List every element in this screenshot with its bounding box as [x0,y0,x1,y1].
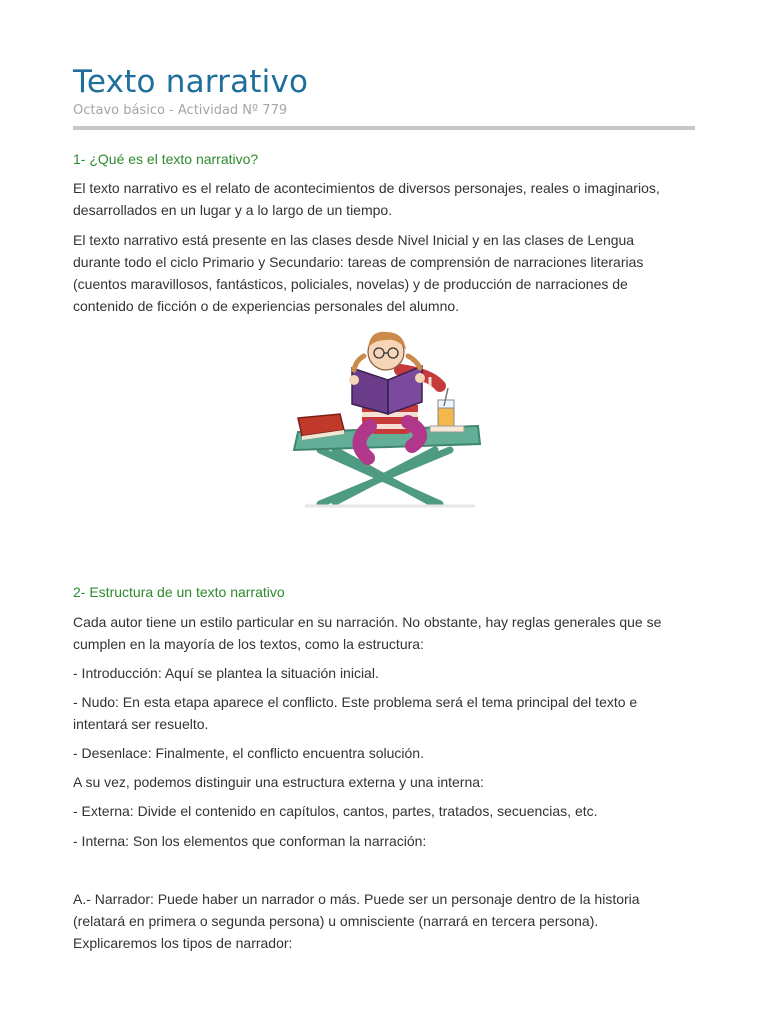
section2-heading: 2- Estructura de un texto narrativo [73,584,285,600]
section2-paragraph-1: Cada autor tiene un estilo particular en su narración. No obstante, hay reglas generales que se cumplen en la mayoría de los textos, como la estructura: [73,614,662,652]
section2-list-item-interna: - Interna: Son los elementos que conforman la narración: [73,833,427,849]
section2-list-item-externa: - Externa: Divide el contenido en capítulos, cantos, partes, tratados, secuencias, etc. [73,803,598,819]
section1-paragraph-2: El texto narrativo está presente en las clases desde Nivel Inicial y en las clases de Lengua durante todo el ciclo Primario y Secundario: tareas de comprensión de narraciones literarias (cuentos maravillosos, fantásticos, policiales, novelas) y de producción de narraciones de contenido de ficción o de experiencias personales del alumno. [73,232,644,314]
title-divider [73,126,695,130]
section2-list-item-desenlace: - Desenlace: Finalmente, el conflicto encuentra solución. [73,745,424,761]
section1-paragraph-1: El texto narrativo es el relato de acontecimientos de diversos personajes, reales o imaginarios, desarrollados en un lugar y a lo largo de un tiempo. [73,180,660,218]
section2-list-item-introduccion: - Introducción: Aquí se plantea la situación inicial. [73,665,379,681]
girl-reading-book-illustration [280,322,490,522]
section2-narrador-paragraph: A.- Narrador: Puede haber un narrador o más. Puede ser un personaje dentro de la historia (relatará en primera o segunda persona) u omnisciente (narrará en tercera persona). Explicaremos los tipos de narrador: [73,891,640,951]
section2-structure-intro: A su vez, podemos distinguir una estructura externa y una interna: [73,774,484,790]
page-subtitle: Octavo básico - Actividad Nº 779 [73,103,288,118]
section2-list-item-nudo: - Nudo: En esta etapa aparece el conflicto. Este problema será el tema principal del texto e intentará ser resuelto. [73,694,638,732]
section1-heading: 1- ¿Qué es el texto narrativo? [73,151,259,167]
page-title: Texto narrativo [73,64,309,100]
